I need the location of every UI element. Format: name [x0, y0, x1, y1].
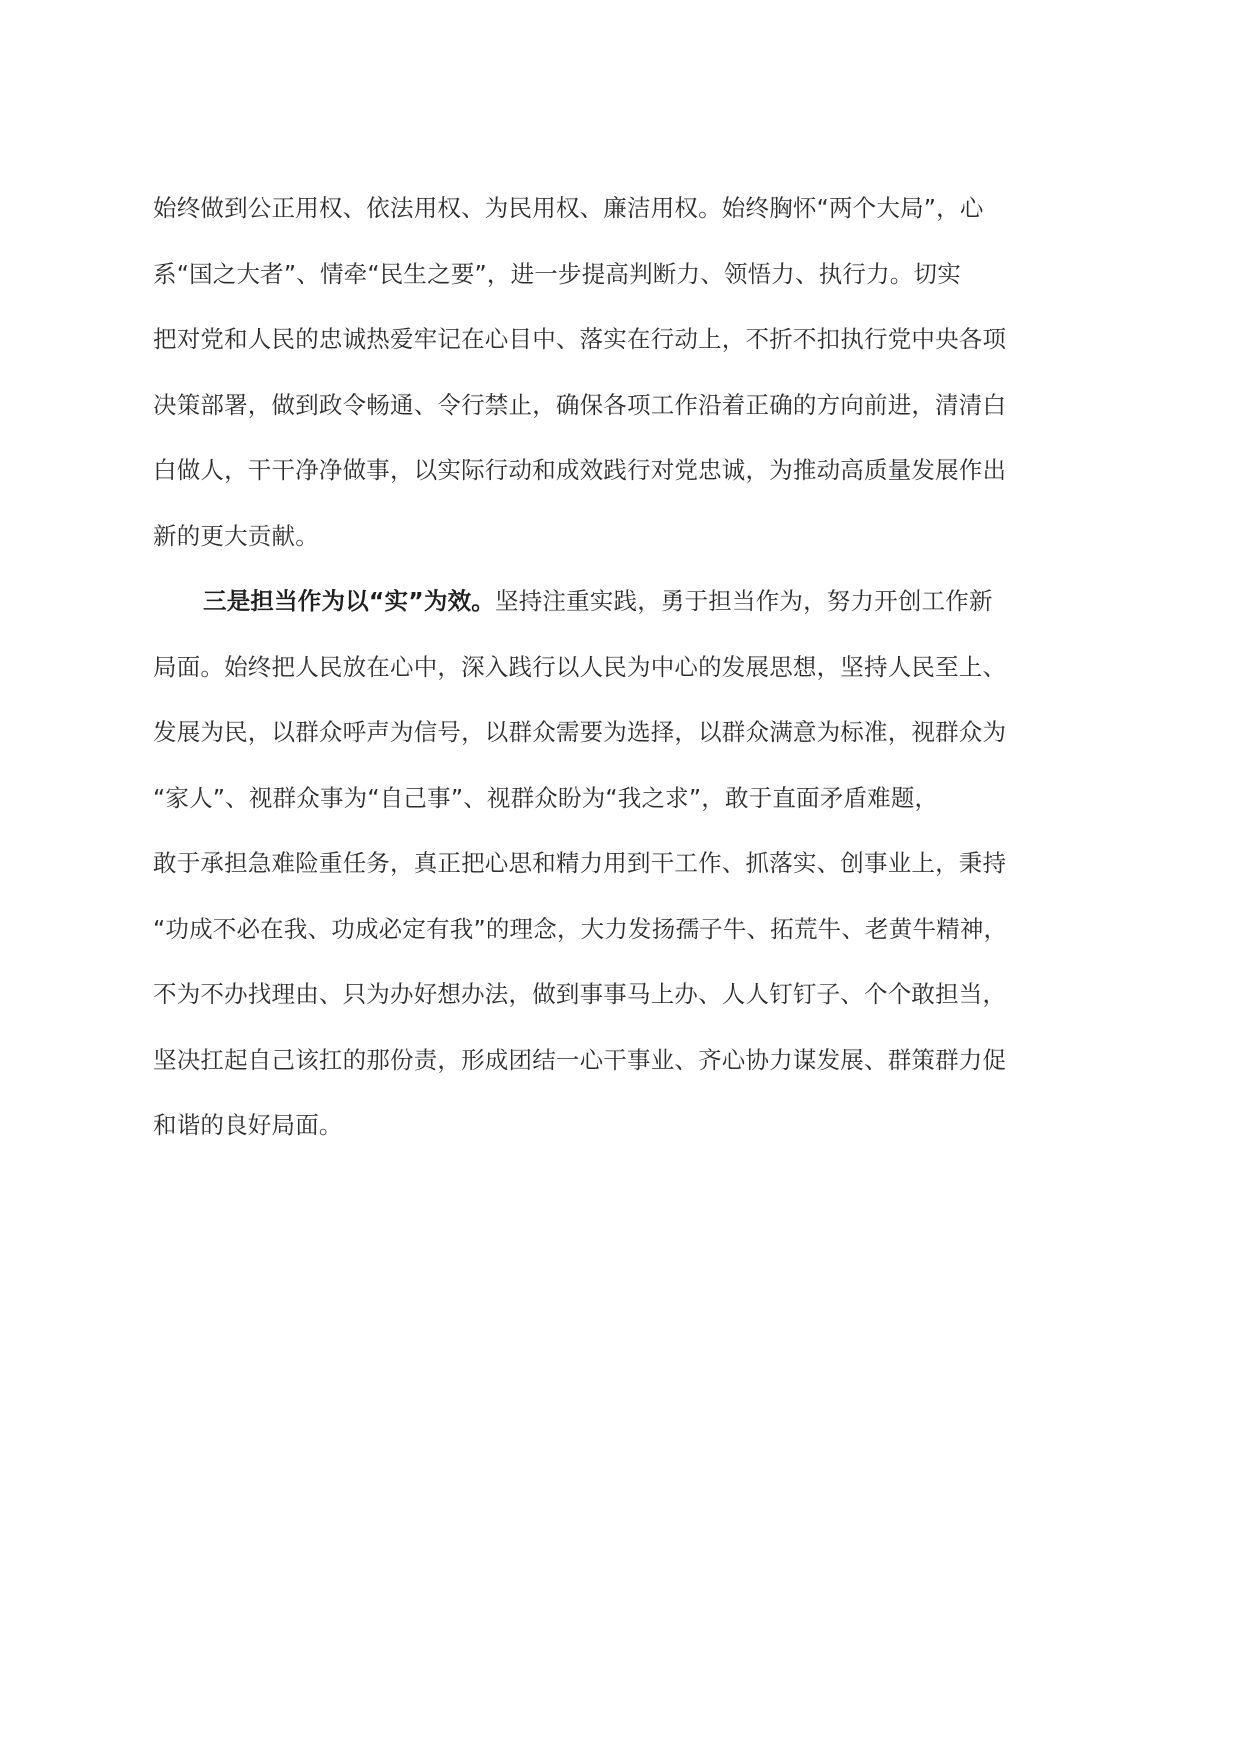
paragraph-2 [153, 581, 1083, 1171]
text-line: “家人”、视群众事为“自己事”、视群众盼为“我之求”，敢于直面矛盾难题， [153, 783, 939, 812]
paragraph-1 [153, 188, 1083, 581]
text-line: 把对党和人民的忠诚热爱牢记在心目中、落实在行动上，不折不扣执行党中央各项 [153, 325, 1007, 353]
text-line: 不为不办找理由、只为办好想办法，做到事事马上办、人人钉钉子、个个敢担当， [153, 980, 1007, 1008]
text-line: 局面。始终把人民放在心中，深入践行以人民为中心的发展思想，坚持人民至上、 [153, 652, 1007, 681]
text-line: 决策部署，做到政令畅通、令行禁止，确保各项工作沿着正确的方向前进，清清白 [153, 390, 1007, 419]
text-segment: 坚持注重实践，勇于担当作为，努力开创工作新 [495, 587, 993, 615]
text-line: 新的更大贡献。 [153, 521, 319, 550]
section-heading: 三是担当作为以“实”为效。 [203, 587, 495, 615]
text-line: 系“国之大者”、情牵“民生之要”，进一步提高判断力、领悟力、执行力。切实 [153, 259, 961, 288]
text-line: “功成不必在我、功成必定有我”的理念，大力发扬孺子牛、拓荒牛、老黄牛精神， [153, 914, 1008, 943]
text-line: 始终做到公正用权、依法用权、为民用权、廉洁用权。始终胸怀“两个大局”，心 [153, 194, 984, 222]
paragraph-2-first-line [153, 581, 1083, 647]
text-line: 和谐的良好局面。 [153, 1111, 343, 1139]
text-line: 发展为民，以群众呼声为信号，以群众需要为选择，以群众满意为标准，视群众为 [153, 718, 1007, 746]
document-body [153, 188, 1083, 1171]
text-line: 敢于承担急难险重任务，真正把心思和精力用到干工作、抓落实、创事业上，秉持 [153, 849, 1007, 877]
text-line: 白做人，干干净净做事，以实际行动和成效践行对党忠诚，为推动高质量发展作出 [153, 456, 1007, 484]
text-line: 坚决扛起自己该扛的那份责，形成团结一心干事业、齐心协力谋发展、群策群力促 [153, 1045, 1007, 1074]
